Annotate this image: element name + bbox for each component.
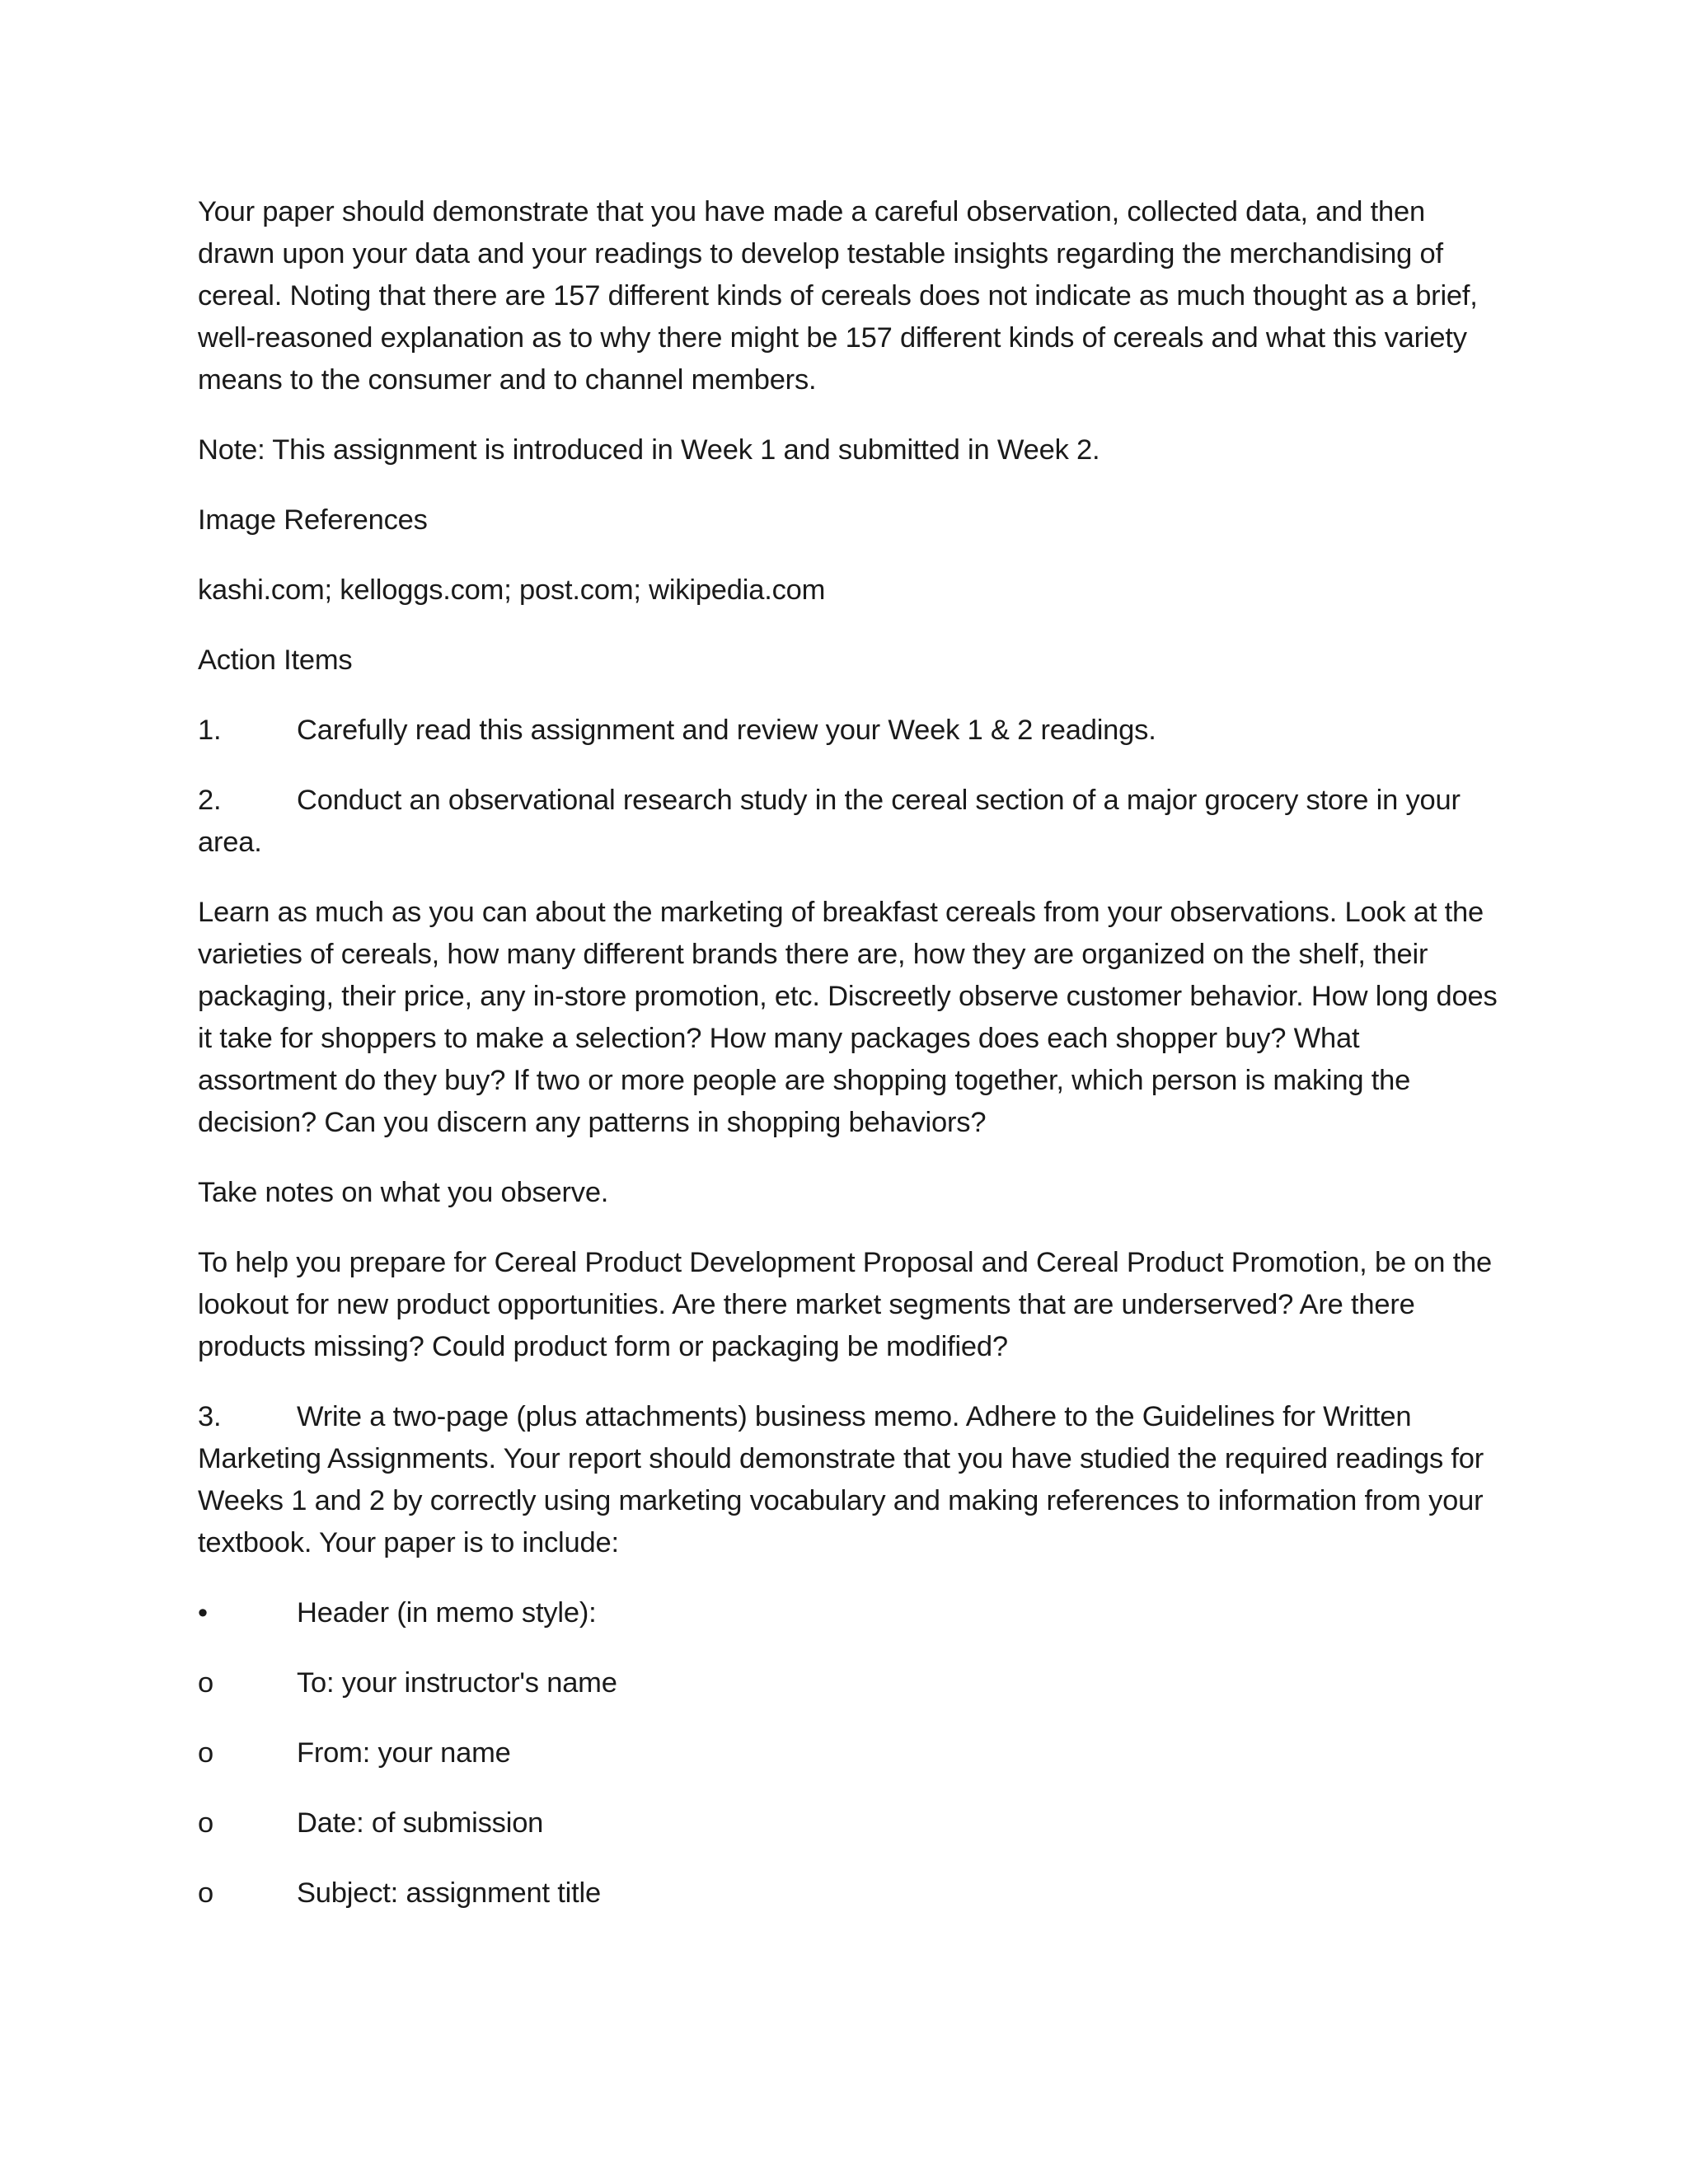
- sub-item-to: [198, 1662, 1500, 1704]
- sub-item-from: [198, 1732, 1500, 1774]
- sub-item-text: To: your instructor's name: [297, 1667, 617, 1699]
- sub-item-date: [198, 1802, 1500, 1844]
- prepare-paragraph: To help you prepare for Cereal Product Development Proposal and Cereal Product Promotion, be on the lookout for new product opportunities. Are there market segments that are underserved? Are there products missing? Could product form or packaging be modified?: [198, 1247, 1493, 1362]
- sub-item-marker: o: [198, 1877, 213, 1909]
- item-text: Write a two-page (plus attachments) business memo. Adhere to the Guidelines for Written Marketing Assignments. Your report should demonstrate that you have studied the required readings for Weeks 1 and 2 by correctly using marketing vocabulary and making references to information from your textbook. Your paper is to include:: [198, 1401, 1484, 1558]
- item-text: Carefully read this assignment and review your Week 1 & 2 readings.: [297, 715, 1156, 746]
- bullet-marker: •: [198, 1597, 208, 1629]
- sub-item-subject: [198, 1872, 1500, 1915]
- note-paragraph: Note: This assignment is introduced in Week 1 and submitted in Week 2.: [198, 434, 1100, 466]
- item-number: 3.: [198, 1401, 222, 1432]
- image-references-list: kashi.com; kelloggs.com; post.com; wikipedia.com: [198, 574, 826, 606]
- action-item-1: [198, 710, 1500, 752]
- learn-paragraph: Learn as much as you can about the marketing of breakfast cereals from your observations. Look at the varieties of cereals, how many different brands there are, how they are organized on the shelf, their packaging, their price, any in-store promotion, etc. Discreetly observe customer behavior. How long does it take for shoppers to make a selection? How many packages does each shopper buy? What assortment do they buy? If two or more people are shopping together, which person is making the decision? Can you discern any patterns in shopping behaviors?: [198, 897, 1498, 1138]
- sub-item-marker: o: [198, 1807, 213, 1839]
- image-references-heading: Image References: [198, 504, 428, 536]
- sub-item-text: From: your name: [297, 1737, 511, 1769]
- action-item-2: [198, 780, 1500, 864]
- action-items-heading: Action Items: [198, 644, 353, 676]
- sub-item-marker: o: [198, 1667, 213, 1699]
- sub-item-text: Date: of submission: [297, 1807, 544, 1839]
- header-bullet: [198, 1592, 1500, 1634]
- document-body: [198, 191, 1500, 1943]
- item-number: 1.: [198, 715, 222, 746]
- item-number: 2.: [198, 785, 222, 816]
- take-notes-paragraph: Take notes on what you observe.: [198, 1177, 609, 1208]
- action-item-3: [198, 1396, 1500, 1564]
- bullet-text: Header (in memo style):: [297, 1597, 597, 1629]
- intro-paragraph: Your paper should demonstrate that you have made a careful observation, collected data, and then drawn upon your data and your readings to develop testable insights regarding the merchandising of cereal. Noting that there are 157 different kinds of cereals does not indicate as much thought as a brief, well-reasoned explanation as to why there might be 157 different kinds of cereals and what this variety means to the consumer and to channel members.: [198, 196, 1478, 396]
- item-text: Conduct an observational research study in the cereal section of a major grocery store in your area.: [198, 785, 1461, 858]
- sub-item-text: Subject: assignment title: [297, 1877, 601, 1909]
- sub-item-marker: o: [198, 1737, 213, 1769]
